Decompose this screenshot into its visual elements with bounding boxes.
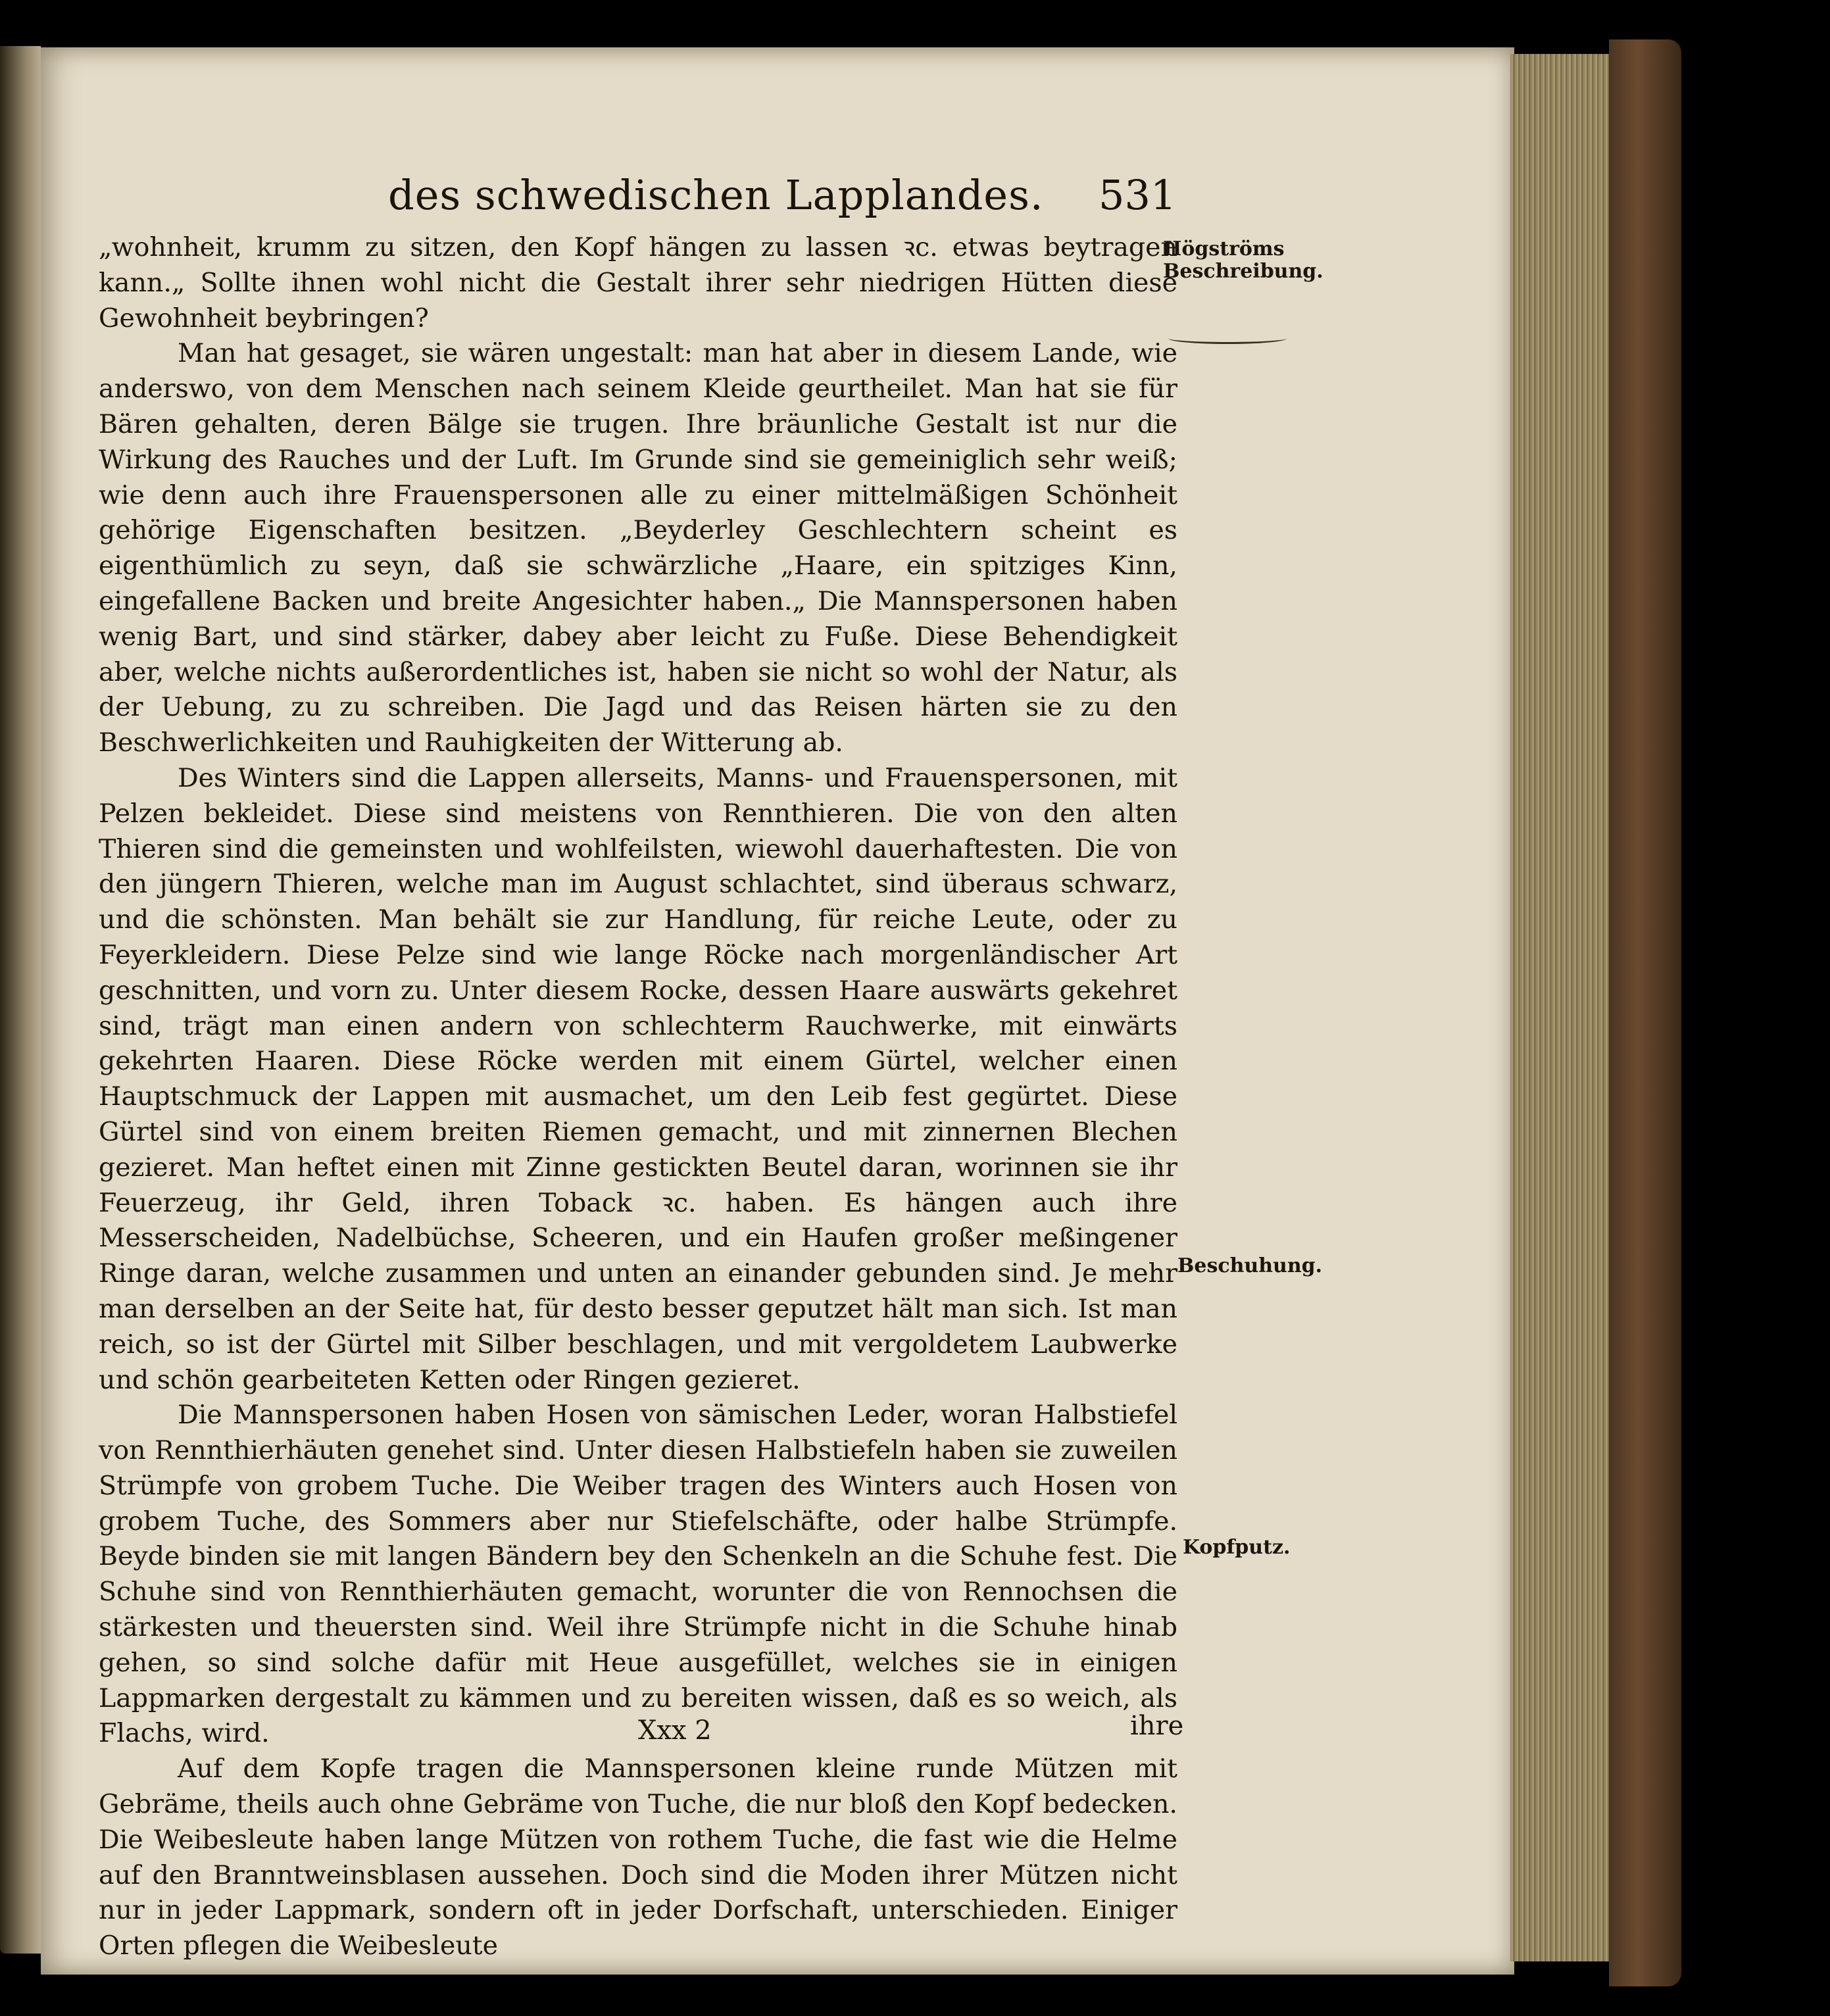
margin-note-kopfputz: Kopfputz. — [1183, 1536, 1291, 1559]
paragraph: Auf dem Kopfe tragen die Mannspersonen kleine runde Mützen mit Gebräme, theils auch ohne Gebräme von Tuche, die nur bloß den Kopf bedecken. Die Weibesleute haben lange Mützen von rothem Tuche, die fast wie die Helme auf den Branntweinsblasen aussehen. Doch sind die Moden ihrer Mützen nicht nur in jeder Lappmark, sondern oft in jeder Dorfschaft, unterschieden. Einiger Orten pflegen die Weibesleute — [99, 1754, 1177, 1961]
page-number: 531 — [1099, 171, 1177, 219]
paragraph: Des Winters sind die Lappen allerseits, Manns- und Frauenspersonen, mit Pelzen bekleidet. Diese sind meistens von Rennthieren. Die von den alten Thieren sind die gemeinsten und wohlfeilsten, wiewohl dauerhaftesten. Die von den jüngern Thieren, welche man im August schlachtet, sind überaus schwarz, und die schönsten. Man behält sie zur Handlung, für reiche Leute, oder zu Feyerkleidern. Diese Pelze sind wie lange Röcke nach morgenländischer Art geschnitten, und vorn zu. Unter diesem Rocke, dessen Haare auswärts gekehret sind, trägt man einen andern von schlechterm Rauchwerke, mit einwärts gekehrten Haaren. Diese Röcke werden mit einem Gürtel, welcher einen Hauptschmuck der Lappen mit ausmachet, um den Leib fest gegürtet. Diese Gürtel sind von einem breiten Riemen gemacht, und mit zinnernen Blechen gezieret. Man heftet einen mit Zinne gestickten Beutel daran, worinnen sie ihr Feuerzeug, ihr Geld, ihren Toback ꝛc. haben. Es hängen auch ihre Messerscheiden, Nadelbüchse, Scheeren, und ein Haufen großer meßingener Ringe daran, welche zusammen und unten an einander gebunden sind. Je mehr man derselben an der Seite hat, für desto besser geputzet hält man sich. Ist man reich, so ist der Gürtel mit Silber beschlagen, und mit vergoldetem Laubwerke und schön gearbeiteten Ketten oder Ringen gezieret. — [99, 762, 1177, 1395]
paragraph: Die Mannspersonen haben Hosen von sämischen Leder, woran Halbstiefel von Rennthierhäuten genehet sind. Unter diesen Halbstiefeln haben sie zuweilen Strümpfe von grobem Tuche. Die Weiber tragen des Winters auch Hosen von grobem Tuche, des Sommers aber nur Stiefelschäfte, oder halbe Strümpfe. Beyde binden sie mit langen Bändern bey den Schenkeln an die Schuhe fest. Die Schuhe sind von Rennthierhäuten gemacht, worunter die von Rennochsen die stärkesten und theuersten sind. Weil ihre Strümpfe nicht in die Schuhe hinab gehen, so sind solche dafür mit Heue ausgefüllet, welches sie in einigen Lappmarken dergestalt zu kämmen und zu bereiten wissen, daß es so weich, als Flachs, wird. — [99, 1400, 1177, 1749]
book-cover — [1609, 39, 1681, 1986]
margin-note-flourish — [1168, 333, 1287, 344]
paragraph: „wohnheit, krumm zu sitzen, den Kopf hängen zu lassen ꝛc. etwas beytragen kann.„ Sollte ihnen wohl nicht die Gestalt ihrer sehr niedrigen Hütten diese Gewohnheit beybringen? — [99, 232, 1177, 333]
catchword: ihre — [1130, 1711, 1184, 1741]
margin-note-beschuhung: Beschuhung. — [1177, 1254, 1323, 1277]
body-text — [99, 230, 1177, 1964]
signature-mark: Xxx 2 — [638, 1715, 712, 1746]
left-page-edge — [0, 46, 41, 1954]
paragraph: Man hat gesaget, sie wären ungestalt: man hat aber in diesem Lande, wie anderswo, von dem Menschen nach seinem Kleide geurtheilet. Man hat sie für Bären gehalten, deren Bälge sie trugen. Ihre bräunliche Gestalt ist nur die Wirkung des Rauches und der Luft. Im Grunde sind sie gemeiniglich sehr weiß; wie denn auch ihre Frauenspersonen alle zu einer mittelmäßigen Schönheit gehörige Eigenschaften besitzen. „Beyderley Geschlechtern scheint es eigenthümlich zu seyn, daß sie schwärzliche „Haare, ein spitziges Kinn, eingefallene Backen und breite Angesichter haben.„ Die Mannspersonen haben wenig Bart, und sind stärker, dabey aber leicht zu Fuße. Diese Behendigkeit aber, welche nichts außerordentliches ist, haben sie nicht so wohl der Natur, als der Uebung, zu zu schreiben. Die Jagd und das Reisen härten sie zu den Beschwerlichkeiten und Rauhigkeiten der Witterung ab. — [99, 338, 1177, 758]
running-header — [388, 171, 1309, 230]
header-title: des schwedischen Lapplandes. — [388, 171, 1044, 219]
page-fore-edge — [1510, 54, 1613, 1961]
margin-note-hoegstroem: Högströms Beschreibung. — [1163, 237, 1323, 283]
